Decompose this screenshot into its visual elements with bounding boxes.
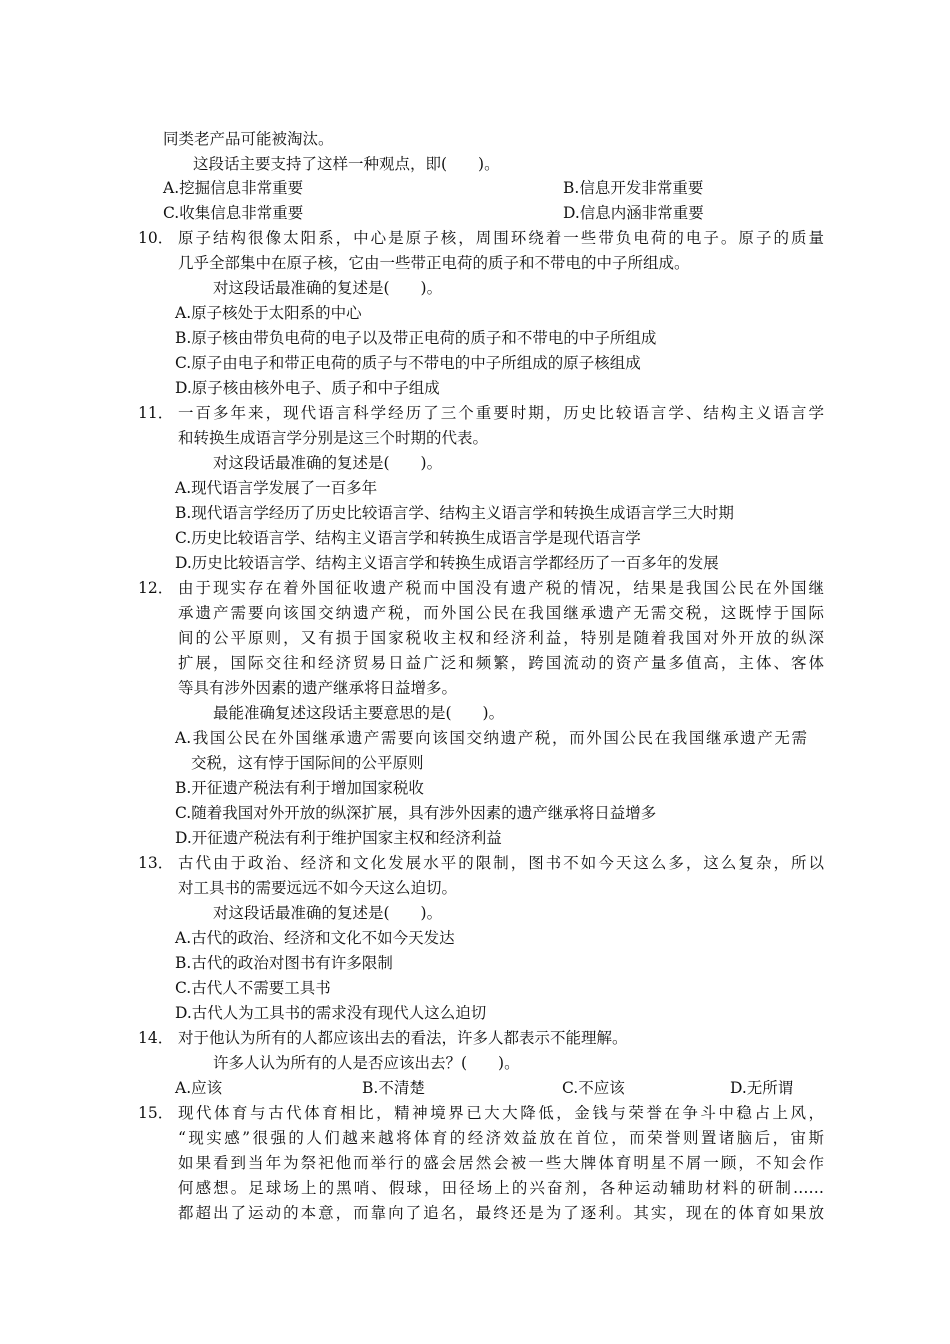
q15-text-line-4: 何感想。足球场上的黑哨、假球，田径场上的兴奋剂，各种运动辅助材料的研制…… — [178, 1179, 824, 1197]
q12-option-a-line-1: A.我国公民在外国继承遗产需要向该国交纳遗产税，而外国公民在我国继承遗产无需 — [175, 729, 807, 747]
q14-number: 14． — [138, 1029, 174, 1047]
q9-stem: 这段话主要支持了这样一种观点，即( )。 — [193, 155, 500, 173]
q13-text-line-2: 对工具书的需要远远不如今天这么迫切。 — [178, 879, 458, 897]
q13-option-b: B.古代的政治对图书有许多限制 — [175, 954, 393, 972]
q14-stem: 许多人认为所有的人是否应该出去？( )。 — [213, 1054, 520, 1072]
q12-text-line-5: 等具有涉外因素的遗产继承将日益增多。 — [178, 679, 458, 697]
q12-option-d: D.开征遗产税法有利于维护国家主权和经济利益 — [175, 829, 502, 847]
q13-option-a: A.古代的政治、经济和文化不如今天发达 — [175, 929, 455, 947]
q14-text-line-1: 对于他认为所有的人都应该出去的看法，许多人都表示不能理解。 — [178, 1029, 628, 1047]
q12-text-line-2: 承遗产需要向该国交纳遗产税，而外国公民在我国继承遗产无需交税，这既悖于国际 — [178, 604, 824, 622]
q9-option-c: C.收集信息非常重要 — [163, 204, 304, 222]
q13-option-d: D.古代人为工具书的需求没有现代人这么迫切 — [175, 1004, 487, 1022]
q11-text-line-1: 一百多年来，现代语言科学经历了三个重要时期，历史比较语言学、结构主义语言学 — [178, 404, 824, 422]
q10-option-a: A.原子核处于太阳系的中心 — [175, 304, 362, 322]
q10-stem: 对这段话最准确的复述是( )。 — [213, 279, 443, 297]
q11-option-d: D.历史比较语言学、结构主义语言学和转换生成语言学都经历了一百多年的发展 — [175, 554, 719, 572]
q14-option-a: A.应该 — [175, 1079, 223, 1097]
q13-stem: 对这段话最准确的复述是( )。 — [213, 904, 443, 922]
q14-option-d: D.无所谓 — [730, 1079, 794, 1097]
q15-number: 15． — [138, 1104, 174, 1122]
q15-text-line-5: 都超出了运动的本意，而靠向了追名，最终还是为了逐利。其实，现在的体育如果放 — [178, 1204, 824, 1222]
q11-option-b: B.现代语言学经历了历史比较语言学、结构主义语言学和转换生成语言学三大时期 — [175, 504, 734, 522]
q9-option-b: B.信息开发非常重要 — [563, 179, 704, 197]
q15-text-line-2: “现实感”很强的人们越来越将体育的经济效益放在首位，而荣誉则置诸脑后，宙斯 — [178, 1129, 824, 1147]
q13-option-c: C.古代人不需要工具书 — [175, 979, 331, 997]
q11-option-c: C.历史比较语言学、结构主义语言学和转换生成语言学是现代语言学 — [175, 529, 641, 547]
q13-number: 13． — [138, 854, 174, 872]
q11-option-a: A.现代语言学发展了一百多年 — [175, 479, 378, 497]
q10-option-b: B.原子核由带负电荷的电子以及带正电荷的质子和不带电的中子所组成 — [175, 329, 657, 347]
q15-text-line-1: 现代体育与古代体育相比，精神境界已大大降低，金钱与荣誉在争斗中稳占上风， — [178, 1104, 824, 1122]
q10-text-line-1: 原子结构很像太阳系，中心是原子核，周围环绕着一些带负电荷的电子。原子的质量 — [178, 229, 824, 247]
q10-option-d: D.原子核由核外电子、质子和中子组成 — [175, 379, 440, 397]
q14-option-b: B.不清楚 — [362, 1079, 425, 1097]
q12-stem: 最能准确复述这段话主要意思的是( )。 — [213, 704, 505, 722]
q12-text-line-1: 由于现实存在着外国征收遗产税而中国没有遗产税的情况，结果是我国公民在外国继 — [178, 579, 824, 597]
q10-text-line-2: 几乎全部集中在原子核，它由一些带正电荷的质子和不带电的中子所组成。 — [178, 254, 690, 272]
q12-option-a-line-2: 交税，这有悖于国际间的公平原则 — [191, 754, 424, 772]
q12-option-c: C.随着我国对外开放的纵深扩展，具有涉外因素的遗产继承将日益增多 — [175, 804, 657, 822]
q11-text-line-2: 和转换生成语言学分别是这三个时期的代表。 — [178, 429, 489, 447]
q12-text-line-4: 扩展，国际交往和经济贸易日益广泛和频繁，跨国流动的资产量多值高，主体、客体 — [178, 654, 824, 672]
q9-text-continuation: 同类老产品可能被淘汰。 — [163, 130, 334, 148]
q13-text-line-1: 古代由于政治、经济和文化发展水平的限制，图书不如今天这么多，这么复杂，所以 — [178, 854, 824, 872]
q11-stem: 对这段话最准确的复述是( )。 — [213, 454, 443, 472]
q9-option-a: A.挖掘信息非常重要 — [163, 179, 304, 197]
q14-option-c: C.不应该 — [562, 1079, 625, 1097]
q12-number: 12． — [138, 579, 174, 597]
q12-option-b: B.开征遗产税法有利于增加国家税收 — [175, 779, 424, 797]
q10-number: 10． — [138, 229, 174, 247]
q15-text-line-3: 如果看到当年为祭祀他而举行的盛会居然会被一些大牌体育明星不屑一顾，不知会作 — [178, 1154, 824, 1172]
q11-number: 11． — [138, 404, 174, 422]
q9-option-d: D.信息内涵非常重要 — [563, 204, 704, 222]
q12-text-line-3: 间的公平原则，又有损于国家税收主权和经济利益，特别是随着我国对外开放的纵深 — [178, 629, 824, 647]
q10-option-c: C.原子由电子和带正电荷的质子与不带电的中子所组成的原子核组成 — [175, 354, 641, 372]
